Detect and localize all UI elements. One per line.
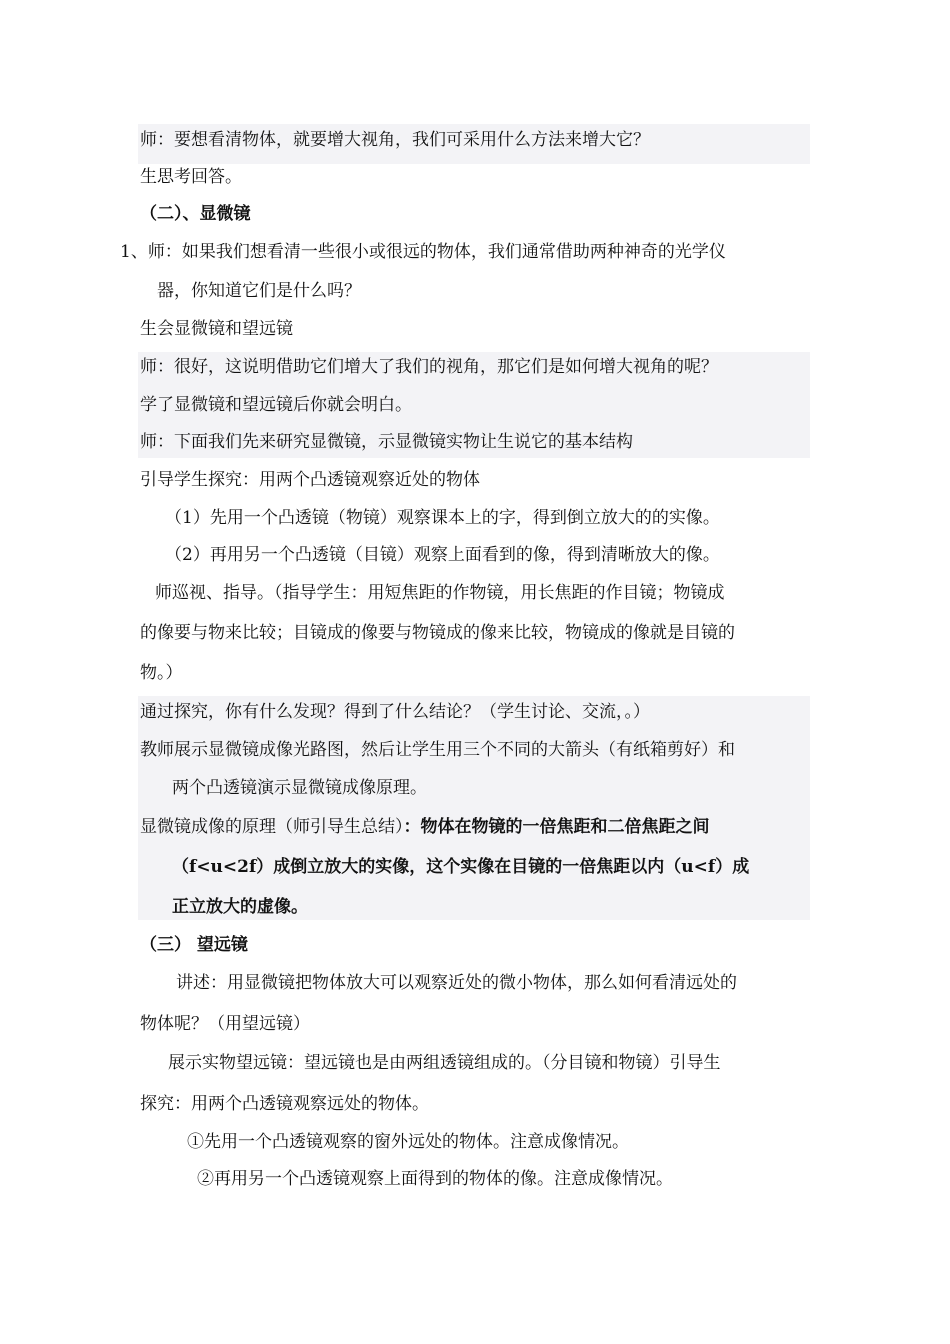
text-line-27: ①先用一个凸透镜观察的窗外远处的物体。注意成像情况。 <box>187 1132 629 1152</box>
text-line-17: 教师展示显微镜成像光路图，然后让学生用三个不同的大箭头（有纸箱剪好）和 <box>140 740 735 760</box>
text-line-25: 展示实物望远镜：望远镜也是由两组透镜组成的。（分目镜和物镜）引导生 <box>168 1053 721 1073</box>
section-heading-microscope: （二）、显微镜 <box>140 204 251 224</box>
text-line-13: 师巡视、指导。（指导学生：用短焦距的作物镜，用长焦距的作目镜；物镜成 <box>155 583 725 603</box>
text-line-18: 两个凸透镜演示显微镜成像原理。 <box>172 778 427 798</box>
text-line-20: （f<u<2f）成倒立放大的实像，这个实像在目镜的一倍焦距以内（u<f）成 <box>172 857 750 877</box>
text-line-24: 物体呢？（用望远镜） <box>140 1014 310 1034</box>
principle-text: ：物体在物镜的一倍焦距和二倍焦距之间 <box>403 817 710 837</box>
text-line-15: 物。） <box>140 663 183 683</box>
text-line-26: 探究：用两个凸透镜观察远处的物体。 <box>140 1094 429 1114</box>
text-line-1: 师：要想看清物体，就要增大视角，我们可采用什么方法来增大它？ <box>140 130 650 150</box>
text-line-14: 的像要与物来比较；目镜成的像要与物镜成的像来比较，物镜成的像就是目镜的 <box>140 623 735 643</box>
text-line-8: 学了显微镜和望远镜后你就会明白。 <box>140 395 412 415</box>
text-line-2: 生思考回答。 <box>140 167 242 187</box>
text-line-4: 1、师：如果我们想看清一些很小或很远的物体，我们通常借助两种神奇的光学仪 <box>120 242 726 262</box>
text-line-6: 生会显微镜和望远镜 <box>140 319 293 339</box>
text-line-28: ②再用另一个凸透镜观察上面得到的物体的像。注意成像情况。 <box>197 1169 673 1189</box>
text-line-23: 讲述：用显微镜把物体放大可以观察近处的微小物体，那么如何看清远处的 <box>176 973 737 993</box>
shade-band-3 <box>138 696 810 920</box>
text-line-10: 引导学生探究：用两个凸透镜观察近处的物体 <box>140 470 480 490</box>
text-line-9: 师：下面我们先来研究显微镜，示显微镜实物让生说它的基本结构 <box>140 432 633 452</box>
text-line-11: （1）先用一个凸透镜（物镜）观察课本上的字，得到倒立放大的的实像。 <box>165 508 720 528</box>
text-line-12: （2）再用另一个凸透镜（目镜）观察上面看到的像，得到清晰放大的像。 <box>165 545 720 565</box>
text-line-5: 器，你知道它们是什么吗？ <box>157 281 361 301</box>
text-line-21: 正立放大的虚像。 <box>172 897 308 917</box>
text-line-16: 通过探究，你有什么发现？得到了什么结论？（学生讨论、交流，。） <box>140 702 650 722</box>
text-line-7: 师：很好，这说明借助它们增大了我们的视角，那它们是如何增大视角的呢？ <box>140 357 718 377</box>
principle-label: 显微镜成像的原理（师引导生总结） <box>140 817 404 837</box>
text-line-19 <box>140 815 710 839</box>
section-heading-telescope: （三） 望远镜 <box>140 935 248 955</box>
